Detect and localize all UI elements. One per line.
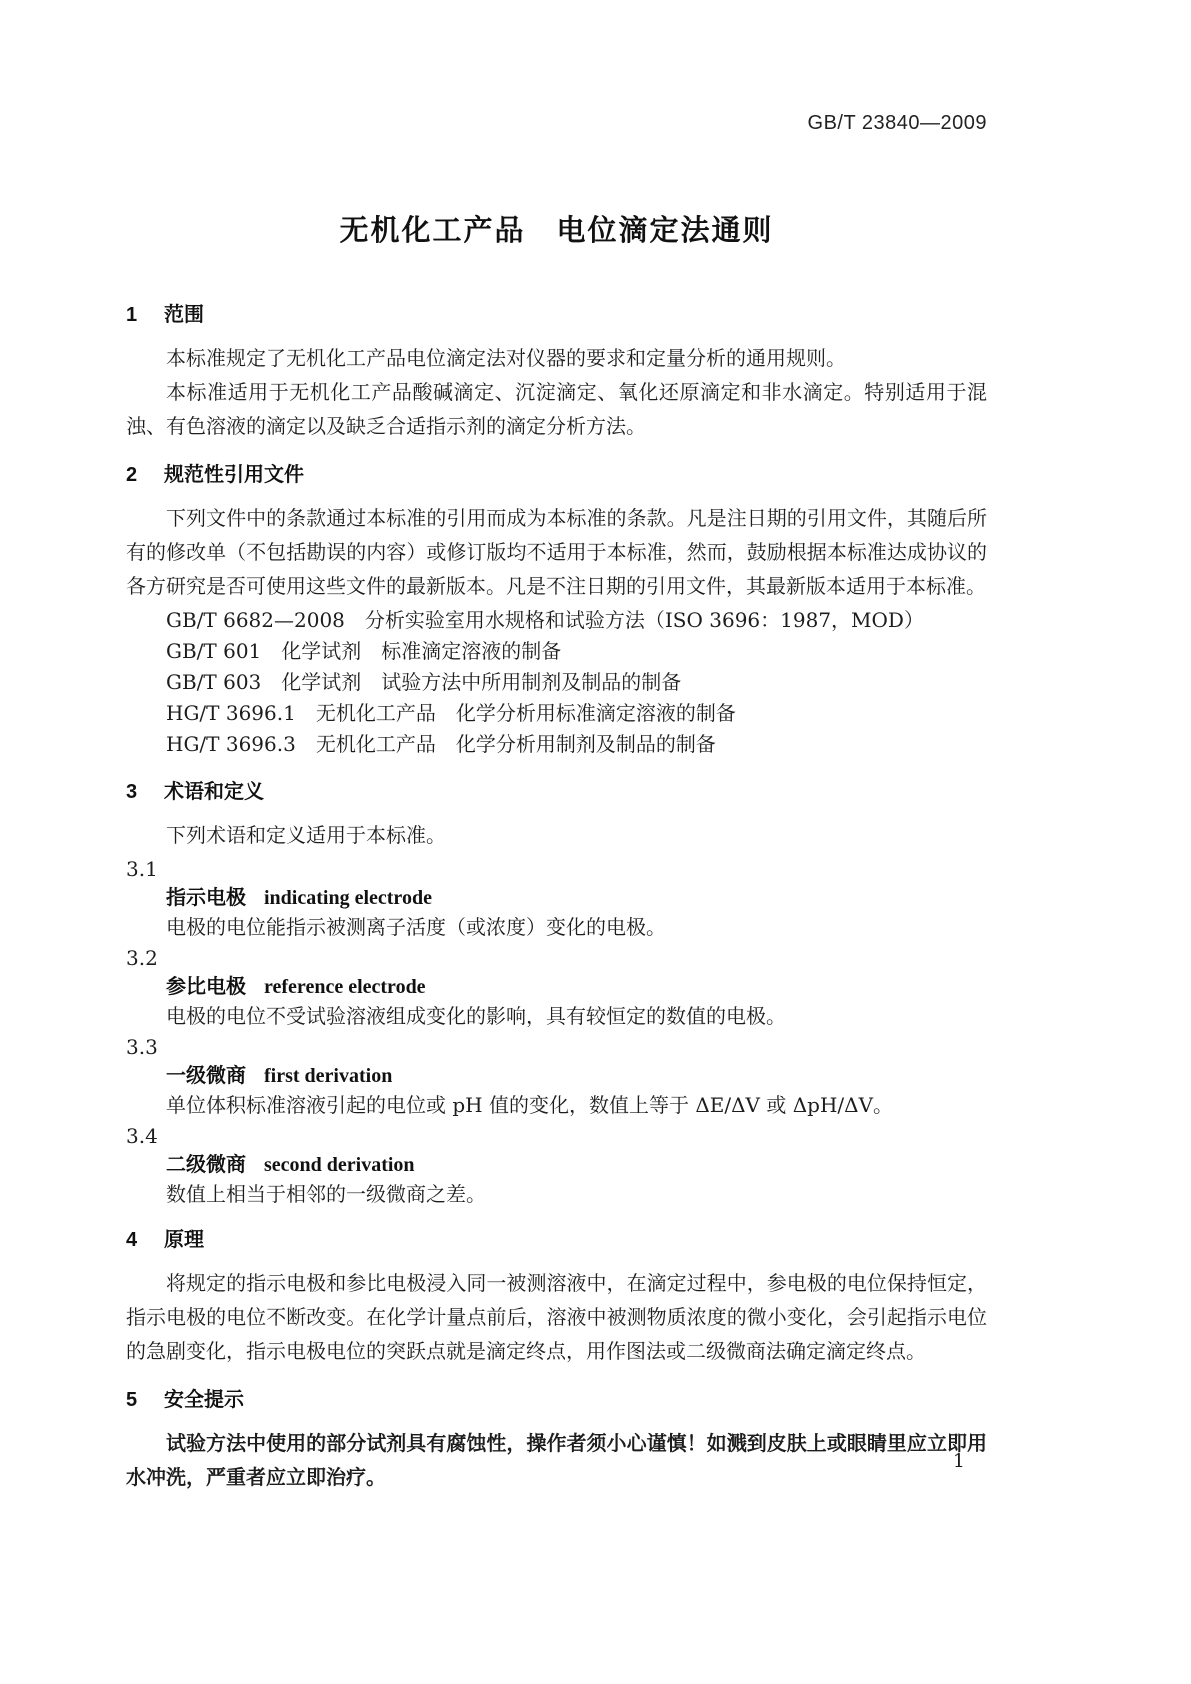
section-normative-references <box>126 463 987 760</box>
term-definition: 电极的电位不受试验溶液组成变化的影响，具有较恒定的数值的电极。 <box>166 1004 786 1028</box>
term-number: 3.1 <box>126 857 158 881</box>
paragraph: 试验方法中使用的部分试剂具有腐蚀性，操作者须小心谨慎！如溅到皮肤上或眼睛里应立即用水冲洗，严重者应立即治疗。 <box>126 1431 987 1489</box>
term-name-zh: 二级微商 <box>166 1154 246 1176</box>
section-heading <box>126 463 987 487</box>
paragraph: 下列术语和定义适用于本标准。 <box>166 823 446 847</box>
document-title: 无机化工产品 电位滴定法通则 <box>339 215 774 247</box>
term-name-zh: 一级微商 <box>166 1065 246 1087</box>
section-heading <box>126 1228 987 1252</box>
reference-item: HG/T 3696.3 无机化工产品 化学分析用制剂及制品的制备 <box>166 732 716 756</box>
section-number: 5 <box>126 1389 138 1411</box>
term-block <box>126 1034 987 1119</box>
section-title: 范围 <box>164 304 204 326</box>
term-name-en: first derivation <box>264 1065 393 1087</box>
term-name-en: reference electrode <box>264 976 426 998</box>
standard-code: GB/T 23840—2009 <box>807 112 987 134</box>
term-definition: 数值上相当于相邻的一级微商之差。 <box>166 1182 486 1206</box>
section-number: 3 <box>126 781 138 803</box>
term-block <box>126 1123 987 1208</box>
term-name <box>126 885 987 912</box>
paragraph: 下列文件中的条款通过本标准的引用而成为本标准的条款。凡是注日期的引用文件，其随后所有的修改单（不包括勘误的内容）或修订版均不适用于本标准，然而，鼓励根据本标准达成协议的各方研究是否可使用这些文件的最新版本。凡是不注日期的引用文件，其最新版本适用于本标准。 <box>126 506 987 598</box>
reference-item: GB/T 601 化学试剂 标准滴定溶液的制备 <box>166 639 562 663</box>
term-block <box>126 945 987 1030</box>
section-heading <box>126 303 987 327</box>
section-safety-notice <box>126 1388 987 1494</box>
term-block <box>126 856 987 941</box>
term-name <box>126 1063 987 1090</box>
term-name-zh: 参比电极 <box>166 976 246 998</box>
reference-item: GB/T 6682—2008 分析实验室用水规格和试验方法（ISO 3696：1987，MOD） <box>166 608 924 632</box>
reference-list <box>126 605 987 760</box>
term-name <box>126 1152 987 1179</box>
page-number: 1 <box>952 1450 965 1472</box>
term-name-en: indicating electrode <box>264 887 432 909</box>
reference-item: HG/T 3696.1 无机化工产品 化学分析用标准滴定溶液的制备 <box>166 701 736 725</box>
section-scope <box>126 303 987 443</box>
paragraph: 本标准适用于无机化工产品酸碱滴定、沉淀滴定、氧化还原滴定和非水滴定。特别适用于混浊、有色溶液的滴定以及缺乏合适指示剂的滴定分析方法。 <box>126 380 987 438</box>
term-definition: 单位体积标准溶液引起的电位或 pH 值的变化，数值上等于 ΔE/ΔV 或 ΔpH/ΔV。 <box>166 1093 894 1117</box>
term-number: 3.2 <box>126 946 158 970</box>
section-number: 2 <box>126 464 138 486</box>
term-number: 3.4 <box>126 1124 158 1148</box>
section-terms-and-definitions <box>126 780 987 1208</box>
section-title: 原理 <box>164 1229 204 1251</box>
reference-item: GB/T 603 化学试剂 试验方法中所用制剂及制品的制备 <box>166 670 682 694</box>
section-principle <box>126 1228 987 1368</box>
term-number: 3.3 <box>126 1035 158 1059</box>
section-title: 规范性引用文件 <box>164 464 304 486</box>
section-number: 4 <box>126 1229 138 1251</box>
section-heading <box>126 780 987 804</box>
section-heading <box>126 1388 987 1412</box>
term-name <box>126 974 987 1001</box>
paragraph: 本标准规定了无机化工产品电位滴定法对仪器的要求和定量分析的通用规则。 <box>166 346 846 370</box>
term-name-zh: 指示电极 <box>166 887 246 909</box>
section-number: 1 <box>126 304 138 326</box>
section-title: 术语和定义 <box>164 781 264 803</box>
paragraph: 将规定的指示电极和参比电极浸入同一被测溶液中，在滴定过程中，参电极的电位保持恒定，指示电极的电位不断改变。在化学计量点前后，溶液中被测物质浓度的微小变化，会引起指示电位的急剧变化，指示电极电位的突跃点就是滴定终点，用作图法或二级微商法确定滴定终点。 <box>126 1271 987 1363</box>
term-name-en: second derivation <box>264 1154 415 1176</box>
section-title: 安全提示 <box>164 1389 244 1411</box>
term-definition: 电极的电位能指示被测离子活度（或浓度）变化的电极。 <box>166 915 666 939</box>
